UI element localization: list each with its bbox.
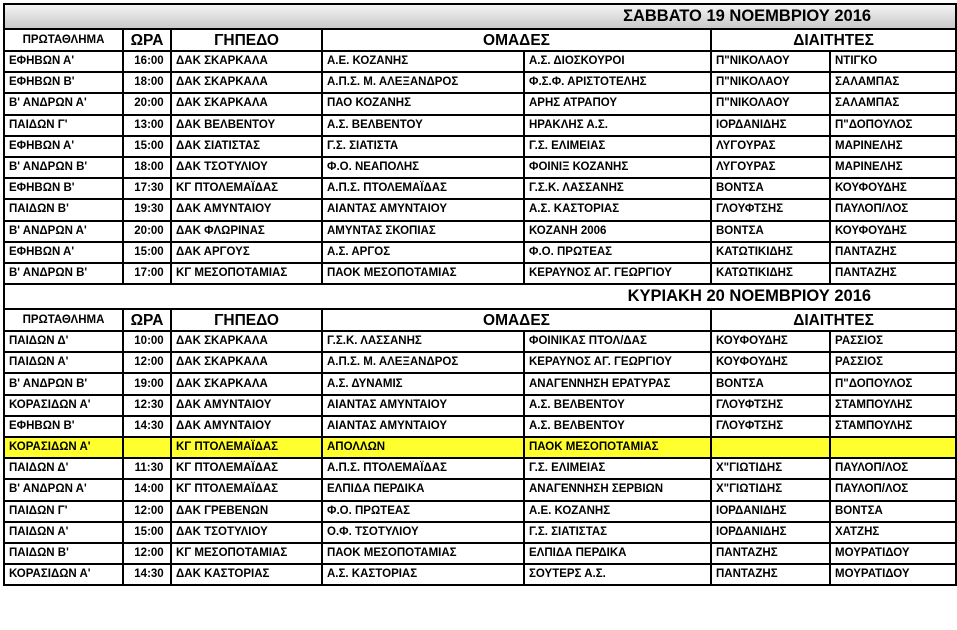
home-team-cell: Γ.Σ.Κ. ΛΑΣΣΑΝΗΣ (322, 331, 524, 352)
match-row (4, 458, 956, 479)
venue-cell: ΔΑΚ ΣΚΑΡΚΑΛΑ (171, 331, 322, 352)
away-team-cell: Α.Σ. ΔΙΟΣΚΟΥΡΟΙ (524, 51, 711, 72)
championship-cell: ΠΑΙΔΩΝ Β' (4, 199, 123, 220)
referee-1-cell: Χ"ΓΙΩΤΙΔΗΣ (711, 479, 830, 500)
header-referees: ΔΙΑΙΤΗΤΕΣ (711, 29, 956, 51)
time-cell: 15:00 (123, 242, 171, 263)
referee-1-cell: ΙΟΡΔΑΝΙΔΗΣ (711, 522, 830, 543)
time-cell: 14:00 (123, 479, 171, 500)
venue-cell: ΔΑΚ ΑΡΓΟΥΣ (171, 242, 322, 263)
referee-2-cell: ΠΑΥΛΟΠ/ΛΟΣ (830, 199, 956, 220)
match-row (4, 51, 956, 72)
referee-1-cell: ΛΥΓΟΥΡΑΣ (711, 157, 830, 178)
referee-1-cell: ΙΟΡΔΑΝΙΔΗΣ (711, 501, 830, 522)
referee-2-cell: ΚΟΥΦΟΥΔΗΣ (830, 178, 956, 199)
referee-1-cell: ΓΛΟΥΦΤΣΗΣ (711, 395, 830, 416)
time-cell: 12:00 (123, 543, 171, 564)
referee-1-cell: ΚΑΤΩΤΙΚΙΔΗΣ (711, 263, 830, 284)
home-team-cell: Α.Σ. ΚΑΣΤΟΡΙΑΣ (322, 564, 524, 585)
away-team-cell: Γ.Σ.Κ. ΛΑΣΣΑΝΗΣ (524, 178, 711, 199)
referee-1-cell: ΒΟΝΤΣΑ (711, 178, 830, 199)
referee-2-cell: ΜΟΥΡΑΤΙΔΟΥ (830, 564, 956, 585)
venue-cell: ΔΑΚ ΚΑΣΤΟΡΙΑΣ (171, 564, 322, 585)
time-cell: 14:30 (123, 416, 171, 437)
match-row (4, 522, 956, 543)
match-row (4, 395, 956, 416)
venue-cell: ΔΑΚ ΣΚΑΡΚΑΛΑ (171, 72, 322, 93)
home-team-cell: Α.Σ. ΒΕΛΒΕΝΤΟΥ (322, 115, 524, 136)
away-team-cell: ΚΕΡΑΥΝΟΣ ΑΓ. ΓΕΩΡΓΙΟΥ (524, 263, 711, 284)
referee-2-cell: ΡΑΣΣΙΟΣ (830, 331, 956, 352)
championship-cell: ΠΑΙΔΩΝ Γ' (4, 501, 123, 522)
home-team-cell: ΠΑΟΚ ΜΕΣΟΠΟΤΑΜΙΑΣ (322, 543, 524, 564)
day-title: ΣΑΒΒΑΤΟ 19 ΝΟΕΜΒΡΙΟΥ 2016 (4, 4, 956, 29)
away-team-cell: ΚΕΡΑΥΝΟΣ ΑΓ. ΓΕΩΡΓΙΟΥ (524, 352, 711, 373)
home-team-cell: Α.Π.Σ. ΠΤΟΛΕΜΑΪΔΑΣ (322, 458, 524, 479)
away-team-cell: Φ.Ο. ΠΡΩΤΕΑΣ (524, 242, 711, 263)
away-team-cell: ΚΟΖΑΝΗ 2006 (524, 221, 711, 242)
referee-2-cell: ΧΑΤΖΗΣ (830, 522, 956, 543)
away-team-cell: Φ.Σ.Φ. ΑΡΙΣΤΟΤΕΛΗΣ (524, 72, 711, 93)
match-row (4, 373, 956, 394)
away-team-cell: ΑΡΗΣ ΑΤΡΑΠΟΥ (524, 93, 711, 114)
away-team-cell: ΠΑΟΚ ΜΕΣΟΠΟΤΑΜΙΑΣ (524, 437, 711, 458)
championship-cell: ΚΟΡΑΣΙΔΩΝ Α' (4, 437, 123, 458)
referee-1-cell: ΓΛΟΥΦΤΣΗΣ (711, 199, 830, 220)
referee-1-cell: ΛΥΓΟΥΡΑΣ (711, 136, 830, 157)
header-teams: ΟΜΑΔΕΣ (322, 29, 711, 51)
championship-cell: Β' ΑΝΔΡΩΝ Α' (4, 93, 123, 114)
match-row (4, 263, 956, 284)
championship-cell: ΚΟΡΑΣΙΔΩΝ Α' (4, 395, 123, 416)
day-title: ΚΥΡΙΑΚΗ 20 ΝΟΕΜΒΡΙΟΥ 2016 (4, 284, 956, 309)
schedule-sheet (3, 3, 955, 586)
match-row (4, 242, 956, 263)
home-team-cell: Α.Ε. ΚΟΖΑΝΗΣ (322, 51, 524, 72)
championship-cell: ΕΦΗΒΩΝ Β' (4, 178, 123, 199)
championship-cell: ΕΦΗΒΩΝ Α' (4, 51, 123, 72)
venue-cell: ΔΑΚ ΑΜΥΝΤΑΙΟΥ (171, 199, 322, 220)
referee-2-cell: ΚΟΥΦΟΥΔΗΣ (830, 221, 956, 242)
away-team-cell: ΑΝΑΓΕΝΝΗΣΗ ΣΕΡΒΙΩΝ (524, 479, 711, 500)
home-team-cell: ΑΙΑΝΤΑΣ ΑΜΥΝΤΑΙΟΥ (322, 395, 524, 416)
referee-1-cell: ΓΛΟΥΦΤΣΗΣ (711, 416, 830, 437)
time-cell: 15:00 (123, 522, 171, 543)
referee-1-cell: Π"ΝΙΚΟΛΑΟΥ (711, 93, 830, 114)
referee-1-cell: Π"ΝΙΚΟΛΑΟΥ (711, 51, 830, 72)
match-row (4, 331, 956, 352)
away-team-cell: Γ.Σ. ΣΙΑΤΙΣΤΑΣ (524, 522, 711, 543)
referee-2-cell: ΜΑΡΙΝΕΛΗΣ (830, 157, 956, 178)
referee-1-cell (711, 437, 830, 458)
header-time: ΩΡΑ (123, 29, 171, 51)
schedule-table (3, 3, 957, 586)
championship-cell: ΠΑΙΔΩΝ Α' (4, 522, 123, 543)
away-team-cell: Α.Σ. ΚΑΣΤΟΡΙΑΣ (524, 199, 711, 220)
time-cell: 13:00 (123, 115, 171, 136)
match-row (4, 178, 956, 199)
away-team-cell: ΑΝΑΓΕΝΝΗΣΗ ΕΡΑΤΥΡΑΣ (524, 373, 711, 394)
venue-cell: ΚΓ ΠΤΟΛΕΜΑΪΔΑΣ (171, 178, 322, 199)
referee-2-cell: ΠΑΝΤΑΖΗΣ (830, 263, 956, 284)
match-row (4, 501, 956, 522)
away-team-cell: ΣΟΥΤΕΡΣ Α.Σ. (524, 564, 711, 585)
home-team-cell: ΠΑΟΚ ΜΕΣΟΠΟΤΑΜΙΑΣ (322, 263, 524, 284)
match-row (4, 543, 956, 564)
match-row (4, 564, 956, 585)
championship-cell: ΕΦΗΒΩΝ Β' (4, 72, 123, 93)
home-team-cell: ΑΙΑΝΤΑΣ ΑΜΥΝΤΑΙΟΥ (322, 416, 524, 437)
time-cell: 18:00 (123, 157, 171, 178)
championship-cell: ΠΑΙΔΩΝ Β' (4, 543, 123, 564)
championship-cell: Β' ΑΝΔΡΩΝ Β' (4, 157, 123, 178)
match-row (4, 157, 956, 178)
home-team-cell: Φ.Ο. ΠΡΩΤΕΑΣ (322, 501, 524, 522)
away-team-cell: ΦΟΙΝΙΚΑΣ ΠΤΟΛ/ΔΑΣ (524, 331, 711, 352)
referee-1-cell: ΚΟΥΦΟΥΔΗΣ (711, 331, 830, 352)
venue-cell: ΚΓ ΠΤΟΛΕΜΑΪΔΑΣ (171, 458, 322, 479)
referee-1-cell: ΠΑΝΤΑΖΗΣ (711, 543, 830, 564)
time-cell: 17:30 (123, 178, 171, 199)
referee-2-cell (830, 437, 956, 458)
venue-cell: ΚΓ ΠΤΟΛΕΜΑΪΔΑΣ (171, 437, 322, 458)
referee-1-cell: ΒΟΝΤΣΑ (711, 221, 830, 242)
referee-2-cell: ΣΑΛΑΜΠΑΣ (830, 72, 956, 93)
championship-cell: ΠΑΙΔΩΝ Δ' (4, 331, 123, 352)
time-cell: 10:00 (123, 331, 171, 352)
referee-2-cell: ΣΤΑΜΠΟΥΛΗΣ (830, 395, 956, 416)
time-cell: 19:00 (123, 373, 171, 394)
championship-cell: ΕΦΗΒΩΝ Α' (4, 136, 123, 157)
referee-2-cell: Π"ΔΟΠΟΥΛΟΣ (830, 373, 956, 394)
match-row (4, 416, 956, 437)
away-team-cell: Γ.Σ. ΕΛΙΜΕΙΑΣ (524, 458, 711, 479)
day-title-row (4, 4, 956, 29)
referee-1-cell: ΠΑΝΤΑΖΗΣ (711, 564, 830, 585)
header-venue: ΓΗΠΕΔΟ (171, 29, 322, 51)
venue-cell: ΔΑΚ ΤΣΟΤΥΛΙΟΥ (171, 522, 322, 543)
day-title-row (4, 284, 956, 309)
home-team-cell: ΑΠΟΛΛΩΝ (322, 437, 524, 458)
championship-cell: ΠΑΙΔΩΝ Γ' (4, 115, 123, 136)
away-team-cell: ΕΛΠΙΔΑ ΠΕΡΔΙΚΑ (524, 543, 711, 564)
referee-1-cell: ΚΑΤΩΤΙΚΙΔΗΣ (711, 242, 830, 263)
header-championship: ΠΡΩΤΑΘΛΗΜΑ (4, 29, 123, 51)
time-cell: 17:00 (123, 263, 171, 284)
referee-1-cell: ΒΟΝΤΣΑ (711, 373, 830, 394)
home-team-cell: Α.Π.Σ. ΠΤΟΛΕΜΑΪΔΑΣ (322, 178, 524, 199)
home-team-cell: Φ.Ο. ΝΕΑΠΟΛΗΣ (322, 157, 524, 178)
referee-2-cell: ΜΟΥΡΑΤΙΔΟΥ (830, 543, 956, 564)
home-team-cell: Α.Π.Σ. Μ. ΑΛΕΞΑΝΔΡΟΣ (322, 352, 524, 373)
home-team-cell: ΑΙΑΝΤΑΣ ΑΜΥΝΤΑΙΟΥ (322, 199, 524, 220)
time-cell: 12:00 (123, 352, 171, 373)
venue-cell: ΔΑΚ ΣΙΑΤΙΣΤΑΣ (171, 136, 322, 157)
away-team-cell: Γ.Σ. ΕΛΙΜΕΙΑΣ (524, 136, 711, 157)
venue-cell: ΔΑΚ ΣΚΑΡΚΑΛΑ (171, 373, 322, 394)
header-venue: ΓΗΠΕΔΟ (171, 309, 322, 331)
venue-cell: ΔΑΚ ΤΣΟΤΥΛΙΟΥ (171, 157, 322, 178)
championship-cell: Β' ΑΝΔΡΩΝ Β' (4, 373, 123, 394)
away-team-cell: Α.Ε. ΚΟΖΑΝΗΣ (524, 501, 711, 522)
away-team-cell: Α.Σ. ΒΕΛΒΕΝΤΟΥ (524, 395, 711, 416)
venue-cell: ΔΑΚ ΦΛΩΡΙΝΑΣ (171, 221, 322, 242)
championship-cell: ΚΟΡΑΣΙΔΩΝ Α' (4, 564, 123, 585)
header-time: ΩΡΑ (123, 309, 171, 331)
venue-cell: ΔΑΚ ΣΚΑΡΚΑΛΑ (171, 51, 322, 72)
time-cell (123, 437, 171, 458)
time-cell: 11:30 (123, 458, 171, 479)
match-row (4, 479, 956, 500)
venue-cell: ΔΑΚ ΓΡΕΒΕΝΩΝ (171, 501, 322, 522)
referee-1-cell: Χ"ΓΙΩΤΙΔΗΣ (711, 458, 830, 479)
referee-2-cell: ΠΑΝΤΑΖΗΣ (830, 242, 956, 263)
time-cell: 12:00 (123, 501, 171, 522)
header-referees: ΔΙΑΙΤΗΤΕΣ (711, 309, 956, 331)
venue-cell: ΔΑΚ ΣΚΑΡΚΑΛΑ (171, 352, 322, 373)
referee-2-cell: Π"ΔΟΠΟΥΛΟΣ (830, 115, 956, 136)
home-team-cell: Α.Π.Σ. Μ. ΑΛΕΞΑΝΔΡΟΣ (322, 72, 524, 93)
referee-2-cell: ΣΑΛΑΜΠΑΣ (830, 93, 956, 114)
referee-2-cell: ΜΑΡΙΝΕΛΗΣ (830, 136, 956, 157)
match-row (4, 115, 956, 136)
match-row (4, 352, 956, 373)
time-cell: 20:00 (123, 221, 171, 242)
venue-cell: ΚΓ ΠΤΟΛΕΜΑΪΔΑΣ (171, 479, 322, 500)
match-row (4, 93, 956, 114)
time-cell: 16:00 (123, 51, 171, 72)
time-cell: 14:30 (123, 564, 171, 585)
time-cell: 19:30 (123, 199, 171, 220)
time-cell: 12:30 (123, 395, 171, 416)
home-team-cell: ΕΛΠΙΔΑ ΠΕΡΔΙΚΑ (322, 479, 524, 500)
match-row (4, 136, 956, 157)
match-row (4, 199, 956, 220)
match-row (4, 437, 956, 458)
home-team-cell: ΠΑΟ ΚΟΖΑΝΗΣ (322, 93, 524, 114)
championship-cell: Β' ΑΝΔΡΩΝ Β' (4, 263, 123, 284)
away-team-cell: ΦΟΙΝΙΞ ΚΟΖΑΝΗΣ (524, 157, 711, 178)
referee-2-cell: ΠΑΥΛΟΠ/ΛΟΣ (830, 458, 956, 479)
championship-cell: ΠΑΙΔΩΝ Δ' (4, 458, 123, 479)
home-team-cell: Α.Σ. ΔΥΝΑΜΙΣ (322, 373, 524, 394)
referee-2-cell: ΒΟΝΤΣΑ (830, 501, 956, 522)
referee-2-cell: ΣΤΑΜΠΟΥΛΗΣ (830, 416, 956, 437)
home-team-cell: Γ.Σ. ΣΙΑΤΙΣΤΑ (322, 136, 524, 157)
home-team-cell: Α.Σ. ΑΡΓΟΣ (322, 242, 524, 263)
championship-cell: ΕΦΗΒΩΝ Β' (4, 416, 123, 437)
match-row (4, 221, 956, 242)
referee-2-cell: ΠΑΥΛΟΠ/ΛΟΣ (830, 479, 956, 500)
venue-cell: ΔΑΚ ΑΜΥΝΤΑΙΟΥ (171, 395, 322, 416)
venue-cell: ΔΑΚ ΒΕΛΒΕΝΤΟΥ (171, 115, 322, 136)
championship-cell: ΕΦΗΒΩΝ Α' (4, 242, 123, 263)
championship-cell: Β' ΑΝΔΡΩΝ Α' (4, 479, 123, 500)
venue-cell: ΔΑΚ ΑΜΥΝΤΑΙΟΥ (171, 416, 322, 437)
column-header-row (4, 29, 956, 51)
header-championship: ΠΡΩΤΑΘΛΗΜΑ (4, 309, 123, 331)
championship-cell: Β' ΑΝΔΡΩΝ Α' (4, 221, 123, 242)
venue-cell: ΚΓ ΜΕΣΟΠΟΤΑΜΙΑΣ (171, 263, 322, 284)
home-team-cell: Ο.Φ. ΤΣΟΤΥΛΙΟΥ (322, 522, 524, 543)
time-cell: 20:00 (123, 93, 171, 114)
match-row (4, 72, 956, 93)
venue-cell: ΚΓ ΜΕΣΟΠΟΤΑΜΙΑΣ (171, 543, 322, 564)
home-team-cell: ΑΜΥΝΤΑΣ ΣΚΟΠΙΑΣ (322, 221, 524, 242)
away-team-cell: Α.Σ. ΒΕΛΒΕΝΤΟΥ (524, 416, 711, 437)
venue-cell: ΔΑΚ ΣΚΑΡΚΑΛΑ (171, 93, 322, 114)
time-cell: 15:00 (123, 136, 171, 157)
header-teams: ΟΜΑΔΕΣ (322, 309, 711, 331)
referee-2-cell: ΝΤΙΓΚΟ (830, 51, 956, 72)
referee-1-cell: ΙΟΡΔΑΝΙΔΗΣ (711, 115, 830, 136)
time-cell: 18:00 (123, 72, 171, 93)
referee-1-cell: Π"ΝΙΚΟΛΑΟΥ (711, 72, 830, 93)
away-team-cell: ΗΡΑΚΛΗΣ Α.Σ. (524, 115, 711, 136)
referee-1-cell: ΚΟΥΦΟΥΔΗΣ (711, 352, 830, 373)
column-header-row (4, 309, 956, 331)
referee-2-cell: ΡΑΣΣΙΟΣ (830, 352, 956, 373)
championship-cell: ΠΑΙΔΩΝ Α' (4, 352, 123, 373)
